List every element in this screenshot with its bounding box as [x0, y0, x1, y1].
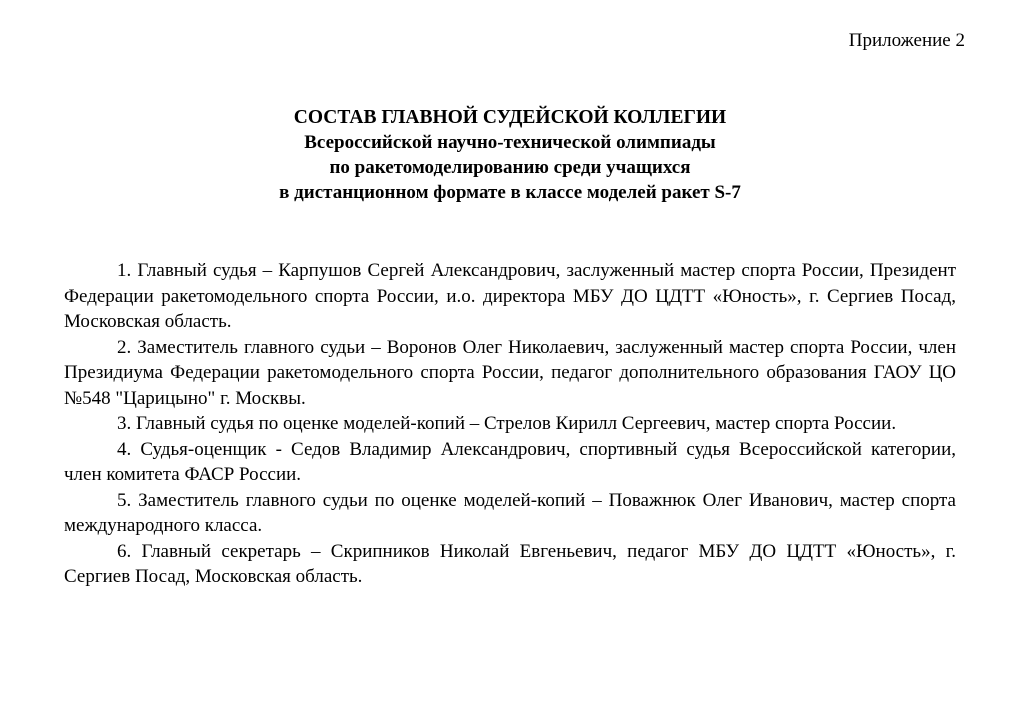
title-line-1: СОСТАВ ГЛАВНОЙ СУДЕЙСКОЙ КОЛЛЕГИИ — [293, 107, 727, 128]
list-item — [64, 411, 956, 437]
list-item-text: 1. Главный судья – Карпушов Сергей Александрович, заслуженный мастер спорта России, Президент Федерации ракетомодельного спорта России, и.о. директора МБУ ДО ЦДТТ «Юность», г. Сергиев Посад, Московская область. — [64, 260, 956, 332]
list-item-text: 3. Главный судья по оценке моделей-копий – Стрелов Кирилл Сергеевич, мастер спорта России. — [117, 413, 897, 434]
title-line-3: по ракетомоделированию среди учащихся — [329, 157, 691, 178]
list-item — [64, 539, 956, 590]
list-item — [64, 488, 956, 539]
title-line-2: Всероссийской научно-технической олимпиады — [304, 132, 716, 153]
list-item — [64, 437, 956, 488]
judges-list — [64, 258, 956, 590]
document-title — [0, 105, 1020, 205]
list-item — [64, 335, 956, 412]
list-item-text: 5. Заместитель главного судьи по оценке моделей-копий – Поважнюк Олег Иванович, мастер спорта международного класса. — [64, 489, 956, 536]
list-item-text: 6. Главный секретарь – Скрипников Николай Евгеньевич, педагог МБУ ДО ЦДТТ «Юность», г. Сергиев Посад, Московская область. — [64, 540, 956, 587]
list-item-text: 4. Судья-оценщик - Седов Владимир Александрович, спортивный судья Всероссийской категории, член комитета ФАСР России. — [64, 438, 956, 485]
list-item — [64, 258, 956, 335]
title-line-4: в дистанционном формате в классе моделей ракет S-7 — [279, 182, 741, 203]
appendix-label: Приложение 2 — [848, 30, 965, 51]
list-item-text: 2. Заместитель главного судьи – Воронов Олег Николаевич, заслуженный мастер спорта России, член Президиума Федерации ракетомодельного спорта России, педагог дополнительного образования ГАОУ ЦО №548 "Царицыно" г. Москвы. — [64, 336, 956, 409]
